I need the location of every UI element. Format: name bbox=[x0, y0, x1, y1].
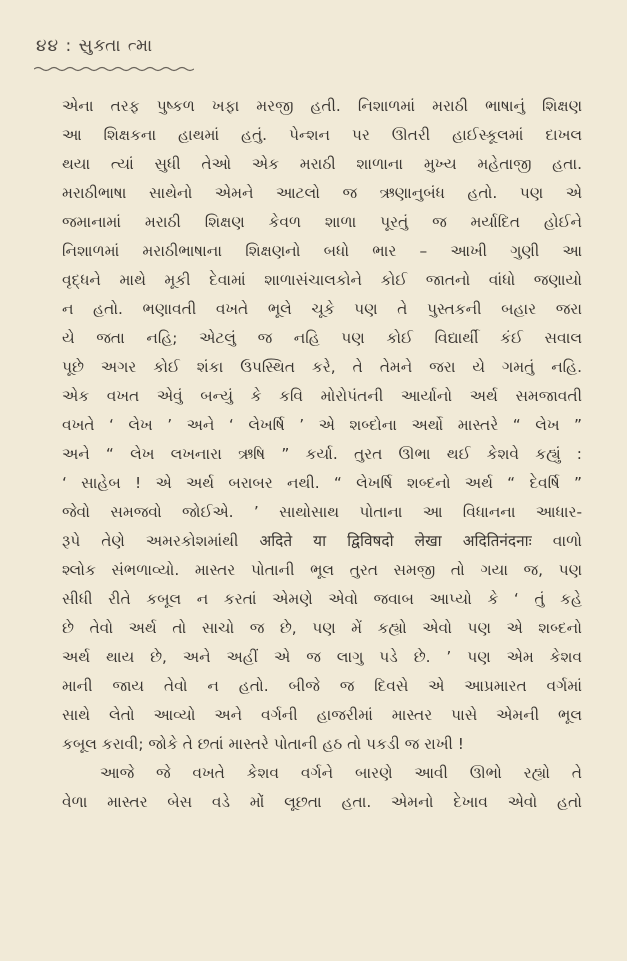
text-line-4: મરાઠીભાષા સાથેનો એમને આટલો જ ઋણાનુબંધ હતો. પણ એ bbox=[62, 184, 582, 202]
text-line-11: એક વખત એવું બન્યું કે કવિ મોરોપંતની આર્યાનો અર્થ સમજાવતી bbox=[62, 387, 582, 405]
text-line-18: સીધી રીતે કબૂલ ન કરતાં એમણે એવો જવાબ આપ્યો કે ‘ તું કહે bbox=[62, 590, 582, 608]
text-line-7: વૃદ્ધને માથે મૂકી દેવામાં શાળાસંચાલકોને કોઈ જાતનો વાંધો જણાયો bbox=[62, 271, 582, 289]
text-line-8: ન હતો. ભણાવતી વખતે ભૂલે ચૂકે પણ તે પુસ્તકની બહાર જરા bbox=[62, 300, 582, 318]
text-line-3: થયા ત્યાં સુધી તેઓ એક મરાઠી શાળાના મુખ્ય મહેતાજી હતા. bbox=[62, 155, 582, 173]
text-line-19: છે તેવો અર્થ તો સાચો જ છે, પણ મેં કહ્યો એવો પણ એ શબ્દનો bbox=[62, 619, 582, 637]
text-line-23: કબૂલ કરાવી; જોકે તે છતાં માસ્તરે પોતાની હઠ તો પકડી જ રાખી ! bbox=[62, 735, 464, 753]
text-line-25: વેળા માસ્તર બેસ વડે મોં લૂછતા હતા. એમનો દેખાવ એવો હતો bbox=[62, 793, 582, 811]
text-line-12: વખતે ‘ લેખ ’ અને ‘ લેખર્ષિ ’ એ શબ્દોના અર્થો માસ્તરે “ લેખ ” bbox=[62, 416, 582, 434]
text-line-14: ‘ સાહેબ ! એ અર્થ બરાબર નથી. “ લેખર્ષિ શબ્દનો અર્થ “ દેવર્ષિ ” bbox=[62, 474, 582, 492]
text-line-2: આ શિક્ષકના હાથમાં હતું. પેન્શન પર ઊતરી હાઈસ્કૂલમાં દાખલ bbox=[62, 126, 582, 144]
text-line-22: સાથે લેતો આવ્યો અને વર્ગની હાજરીમાં માસ્તર પાસે એમની ભૂલ bbox=[62, 706, 582, 724]
text-line-5: જમાનામાં મરાઠી શિક્ષણ કેવળ શાળા પૂરતું જ મર્યાદિત હોઈને bbox=[62, 213, 582, 231]
text-line-13: અને “ લેખ લખનારા ઋષિ ” કર્યા. તુરત ઊભા થઈ કેશવે કહ્યું : bbox=[62, 445, 582, 463]
body-text bbox=[62, 92, 582, 817]
header-wavy-rule bbox=[34, 66, 194, 72]
text-line-20: અર્થ થાય છે, અને અહીં એ જ લાગુ પડે છે. ’ પણ એમ કેશવ bbox=[62, 648, 582, 666]
text-line-16: રૂપે તેણે અમરકોશમાંથી अदिते या द्विविषदो लेखा अदितिनंदनाः વાળો bbox=[62, 532, 582, 550]
running-head: ૪૪ : સુક્તા ત્મા bbox=[36, 36, 154, 56]
text-line-9: યે જતા નહિ; એટલું જ નહિ પણ કોઈ વિદ્યાર્થી કંઈ સવાલ bbox=[62, 329, 582, 347]
text-line-17: શ્લોક સંભળાવ્યો. માસ્તર પોતાની ભૂલ તુરત સમજી તો ગયા જ, પણ bbox=[62, 561, 582, 579]
text-line-1: એના તરફ પુષ્કળ ખફા મરજી હતી. નિશાળમાં મરાઠી ભાષાનું શિક્ષણ bbox=[62, 97, 582, 115]
text-line-21: માની જાય તેવો ન હતો. બીજે જ દિવસે એ આપ્રમારત વર્ગમાં bbox=[62, 677, 582, 695]
text-line-24: આજે જે વખતે કેશવ વર્ગને બારણે આવી ઊભો રહ્યો તે bbox=[100, 764, 582, 782]
text-line-15: જેવો સમજવો જોઈએ. ’ સાથોસાથ પોતાના આ વિધાનના આધાર- bbox=[62, 503, 582, 521]
text-line-6: નિશાળમાં મરાઠીભાષાના શિક્ષણનો બધો ભાર – આખી ગુણી આ bbox=[62, 242, 582, 260]
text-line-10: પૂછે અગર કોઈ શંકા ઉપસ્થિત કરે, તે તેમને જરા યે ગમતું નહિ. bbox=[62, 358, 582, 376]
